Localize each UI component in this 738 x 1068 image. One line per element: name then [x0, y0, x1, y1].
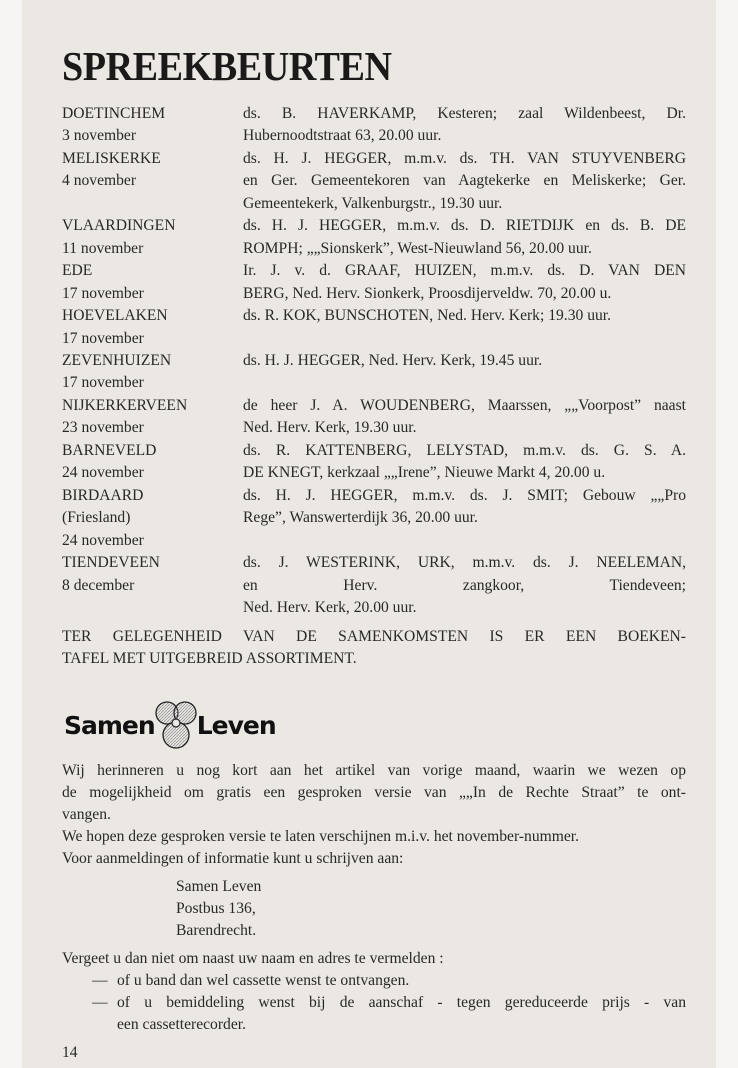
detail-line: en Herv. zangkoor, Tiendeveen; [243, 576, 686, 594]
address-line: Samen Leven [176, 878, 262, 895]
entry-place [62, 485, 243, 552]
address-line: Postbus 136, [176, 900, 256, 917]
detail-line: DE KNEGT, kerkzaal „„Irene”, Nieuwe Markt 4, 20.00 u. [243, 464, 606, 482]
detail-line: ds. H. J. HEGGER, m.m.v. ds. D. RIETDIJK en ds. B. DE [243, 217, 686, 235]
place-line: (Friesland) [62, 509, 131, 527]
detail-line: ROMPH; „„Sionskerk”, West-Nieuwland 56, 20.00 uur. [243, 239, 592, 257]
detail-line: BERG, Ned. Herv. Sionkerk, Proosdijerveldw. 70, 20.00 u. [243, 284, 612, 302]
schedule-entry [62, 395, 686, 440]
detail-line: ds. R. KATTENBERG, LELYSTAD, m.m.v. ds. G. S. A. [243, 441, 686, 459]
bullet-item [62, 992, 686, 1036]
text-line: of u band dan wel cassette wenst te ontvangen. [117, 972, 410, 989]
place-line: 8 december [62, 576, 135, 594]
samen-leven-logo [64, 695, 276, 755]
entry-place [62, 305, 243, 350]
entry-details [243, 260, 686, 305]
entry-place [62, 215, 243, 260]
detail-line: Ned. Herv. Kerk, 20.00 uur. [243, 598, 417, 616]
place-line: 17 november [62, 329, 144, 347]
detail-line: Ir. J. v. d. GRAAF, HUIZEN, m.m.v. ds. D. VAN DEN [243, 262, 686, 280]
text-line: We hopen deze gesproken versie te laten verschijnen m.i.v. het november-nummer. [62, 828, 580, 845]
entry-details [243, 552, 686, 619]
entry-details [243, 395, 686, 440]
detail-line: de heer J. A. WOUDENBERG, Maarssen, „„Voorpost” naast [243, 396, 686, 414]
text-line: vangen. [62, 806, 111, 823]
notice [62, 626, 686, 670]
place-line: NIJKERKERVEEN [62, 396, 188, 414]
detail-line: en Ger. Gemeentekoren van Aagtekerke en Meliskerke; Ger. [243, 172, 686, 190]
schedule-entry [62, 215, 686, 260]
place-line: 23 november [62, 419, 144, 437]
trefoil-icon [155, 695, 197, 755]
place-line: BARNEVELD [62, 441, 157, 459]
text-line: de mogelijkheid om gratis een gesproken versie van „„In de Rechte Straat” te ont- [62, 784, 686, 801]
entry-place [62, 440, 243, 485]
detail-line: Gemeentekerk, Valkenburgstr., 19.30 uur. [243, 194, 503, 212]
text-line: Vergeet u dan niet om naast uw naam en adres te vermelden : [62, 950, 444, 967]
entry-details [243, 305, 686, 350]
article [62, 760, 686, 1036]
place-line: ZEVENHUIZEN [62, 351, 172, 369]
address [62, 876, 686, 942]
schedule-entry [62, 552, 686, 619]
entry-place [62, 552, 243, 619]
place-line: DOETINCHEM [62, 105, 166, 122]
dash: — [92, 994, 108, 1011]
detail-line: ds. H. J. HEGGER, Ned. Herv. Kerk, 19.45 uur. [243, 351, 543, 369]
place-line: VLAARDINGEN [62, 217, 176, 235]
place-line: 3 november [62, 127, 137, 145]
notice-line: TER GELEGENHEID VAN DE SAMENKOMSTEN IS ER EEN BOEKEN- [62, 628, 686, 645]
logo-word: Leven [196, 710, 276, 740]
text-line: Voor aanmeldingen of informatie kunt u schrijven aan: [62, 850, 404, 867]
address-line: Barendrecht. [176, 922, 257, 939]
detail-line: ds. J. WESTERINK, URK, m.m.v. ds. J. NEELEMAN, [243, 554, 686, 572]
entry-details [243, 215, 686, 260]
entry-details [243, 485, 686, 552]
text-line: een cassetterecorder. [117, 1016, 246, 1033]
place-line: 4 november [62, 172, 137, 190]
detail-line: ds. R. KOK, BUNSCHOTEN, Ned. Herv. Kerk; 19.30 uur. [243, 307, 612, 325]
place-line: 17 november [62, 374, 144, 392]
text-line: of u bemiddeling wenst bij de aanschaf - tegen gereduceerde prijs - van [117, 994, 686, 1011]
text-line: Wij herinneren u nog kort aan het artikel van vorige maand, waarin we wezen op [62, 762, 686, 779]
schedule-entry [62, 485, 686, 552]
entry-place [62, 395, 243, 440]
entry-details [243, 148, 686, 215]
entry-place [62, 260, 243, 305]
entry-details [243, 440, 686, 485]
entry-details [243, 350, 686, 395]
place-line: BIRDAARD [62, 486, 144, 504]
schedule-list [62, 103, 686, 619]
detail-line: Hubernoodtstraat 63, 20.00 uur. [243, 127, 442, 145]
entry-place [62, 148, 243, 215]
dash: — [92, 972, 108, 989]
schedule-entry [62, 440, 686, 485]
schedule-entry [62, 305, 686, 350]
bullet-item [62, 970, 686, 992]
schedule-entry [62, 148, 686, 215]
schedule-entry [62, 103, 686, 148]
page-number: 14 [62, 1044, 78, 1061]
detail-line: Rege”, Wanswerterdijk 36, 20.00 uur. [243, 509, 478, 527]
page-title: SPREEKBEURTEN [62, 43, 392, 89]
place-line: 11 november [62, 239, 144, 257]
place-line: 24 november [62, 531, 144, 549]
detail-line: ds. B. HAVERKAMP, Kesteren; zaal Wildenbeest, Dr. [243, 105, 686, 122]
detail-line: ds. H. J. HEGGER, m.m.v. ds. TH. VAN STUYVENBERG [243, 149, 686, 167]
place-line: TIENDEVEEN [62, 554, 160, 572]
schedule-entry [62, 350, 686, 395]
notice-line: TAFEL MET UITGEBREID ASSORTIMENT. [62, 650, 357, 667]
place-line: 24 november [62, 464, 144, 482]
entry-place [62, 103, 243, 148]
schedule-entry [62, 260, 686, 305]
place-line: HOEVELAKEN [62, 307, 168, 325]
detail-line: Ned. Herv. Kerk, 19.30 uur. [243, 419, 417, 437]
place-line: EDE [62, 262, 93, 280]
logo-word: Samen [64, 710, 155, 740]
place-line: 17 november [62, 284, 144, 302]
entry-details [243, 103, 686, 148]
entry-place [62, 350, 243, 395]
detail-line: ds. H. J. HEGGER, m.m.v. ds. J. SMIT; Gebouw „„Pro [243, 486, 686, 504]
place-line: MELISKERKE [62, 149, 161, 167]
